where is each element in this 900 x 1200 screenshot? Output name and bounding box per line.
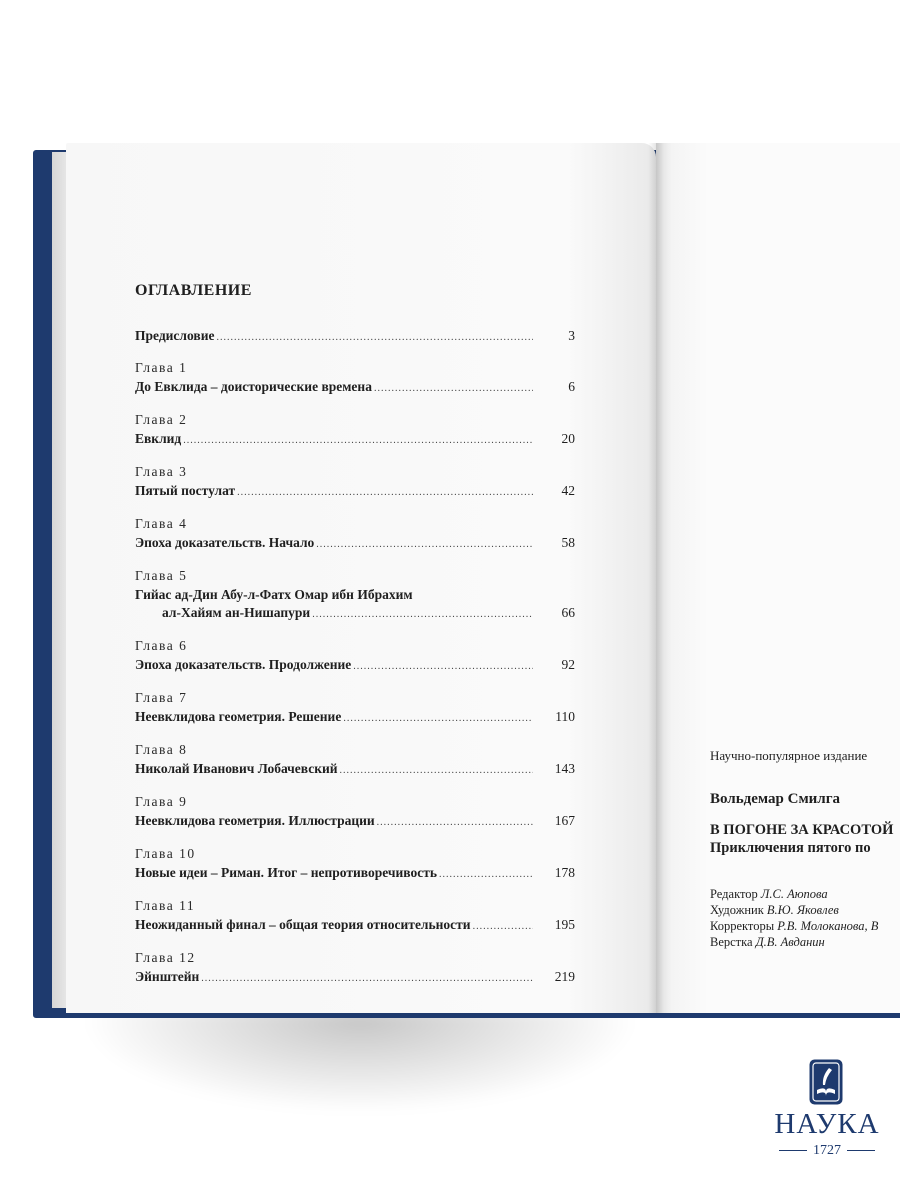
- chapter-label: Глава 2: [135, 412, 188, 427]
- chapter-label: Глава 4: [135, 516, 188, 531]
- publisher-year: 1727: [813, 1143, 841, 1158]
- toc-leader-dots: [377, 814, 533, 832]
- publisher-year-line: [772, 1143, 882, 1159]
- toc-entry-chapter-1: [135, 359, 575, 398]
- toc-leader-dots: [183, 432, 533, 450]
- chapter-label: Глава 10: [135, 846, 196, 861]
- toc-entry-page: 20: [561, 431, 575, 446]
- toc-entry-title: ал-Хайям ан-Нишапури: [162, 605, 311, 620]
- toc-entry-title: Предисловие: [135, 328, 215, 343]
- chapter-label: Глава 7: [135, 690, 188, 705]
- toc-entry-title: Неевклидова геометрия. Решение: [135, 709, 342, 724]
- toc-entry-page: 110: [555, 709, 575, 724]
- credit-person: Д.В. Авданин: [755, 935, 825, 949]
- credit-role: Редактор: [710, 887, 758, 901]
- toc-leader-dots: [439, 866, 533, 884]
- imprint-author: Вольдемар Смилга: [710, 791, 841, 807]
- chapter-label: Глава 11: [135, 898, 196, 913]
- toc-entry-page: 3: [568, 328, 575, 343]
- toc-entry-chapter-8: [135, 741, 575, 780]
- credit-person: Л.С. Аюпова: [760, 887, 828, 901]
- chapter-label: Глава 8: [135, 742, 188, 757]
- toc-entry-page: 42: [561, 483, 575, 498]
- chapter-label: Глава 5: [135, 568, 188, 583]
- toc-entry-page: 143: [554, 761, 575, 776]
- toc-leader-dots: [343, 710, 533, 728]
- toc-entry-title: Неевклидова геометрия. Иллюстрации: [135, 813, 375, 828]
- credit-person: Р.В. Молоканова, В: [777, 919, 879, 933]
- toc-entry-page: 178: [554, 865, 575, 880]
- book-quill-emblem-icon: [808, 1058, 844, 1106]
- chapter-label: Глава 12: [135, 950, 196, 965]
- toc-entry-chapter-6: [135, 637, 575, 676]
- year-rule-right: [847, 1150, 875, 1151]
- chapter-label: Глава 6: [135, 638, 188, 653]
- toc-entry-title: Евклид: [135, 431, 182, 446]
- credit-layout: [710, 934, 878, 950]
- chapter-label: Глава 1: [135, 360, 188, 375]
- imprint-genre: Научно-популярное издание: [710, 748, 868, 763]
- toc-entry-preface: [135, 327, 575, 347]
- toc-entry-chapter-4: [135, 515, 575, 554]
- toc-entry-title: Пятый постулат: [135, 483, 236, 498]
- toc-entry-chapter-7: [135, 689, 575, 728]
- toc-leader-dots: [473, 918, 533, 936]
- toc-entry-chapter-2: [135, 411, 575, 450]
- credit-role: Верстка: [710, 935, 753, 949]
- chapter-label: Глава 3: [135, 464, 188, 479]
- toc-entry-page: 195: [554, 917, 575, 932]
- imprint-subtitle: Приключения пятого по: [710, 840, 871, 856]
- toc-entry-page: 219: [554, 969, 575, 984]
- credit-role: Художник: [710, 903, 764, 917]
- credit-person: В.Ю. Яковлев: [766, 903, 839, 917]
- toc-leader-dots: [216, 329, 533, 347]
- imprint-credits: [710, 886, 878, 950]
- toc-entry-chapter-10: [135, 845, 575, 884]
- toc-entry-page: 167: [554, 813, 575, 828]
- toc-heading: ОГЛАВЛЕНИЕ: [135, 282, 252, 299]
- table-of-contents: [135, 327, 575, 1001]
- toc-entry-chapter-5: [135, 567, 575, 624]
- toc-leader-dots: [340, 762, 533, 780]
- credit-role: Корректоры: [710, 919, 775, 933]
- toc-entry-title: Эпоха доказательств. Начало: [135, 535, 315, 550]
- imprint-title: В ПОГОНЕ ЗА КРАСОТОЙ: [710, 822, 894, 838]
- toc-entry-page: 92: [561, 657, 575, 672]
- credit-editor: [710, 886, 878, 902]
- toc-leader-dots: [312, 606, 533, 624]
- toc-entry-chapter-11: [135, 897, 575, 936]
- toc-entry-page: 58: [561, 535, 575, 550]
- toc-leader-dots: [353, 658, 533, 676]
- toc-leader-dots: [374, 380, 533, 398]
- toc-entry-chapter-12: [135, 949, 575, 988]
- toc-entry-title: Новые идеи – Риман. Итог – непротиворечивость: [135, 865, 437, 880]
- toc-leader-dots: [201, 970, 533, 988]
- toc-entry-title: Неожиданный финал – общая теория относительности: [135, 917, 471, 932]
- chapter-label: Глава 9: [135, 794, 188, 809]
- toc-entry-page: 6: [568, 379, 575, 394]
- year-rule-left: [779, 1150, 807, 1151]
- right-page-content: [656, 143, 900, 1013]
- toc-entry-title: Эпоха доказательств. Продолжение: [135, 657, 352, 672]
- toc-entry-title: Эйнштейн: [135, 969, 200, 984]
- book-shadow: [60, 1010, 660, 1120]
- publisher-name: НАУКА: [774, 1108, 880, 1140]
- toc-entry-page: 66: [561, 605, 575, 620]
- credit-artist: [710, 902, 878, 918]
- toc-entry-title: До Евклида – доисторические времена: [135, 379, 372, 394]
- toc-entry-title-line1: Гийас ад-Дин Абу-л-Фатх Омар ибн Ибрахим: [135, 587, 413, 602]
- toc-entry-chapter-9: [135, 793, 575, 832]
- credit-proofreaders: [710, 918, 878, 934]
- toc-leader-dots: [237, 484, 533, 502]
- toc-entry-chapter-3: [135, 463, 575, 502]
- toc-leader-dots: [316, 536, 533, 554]
- toc-entry-title: Николай Иванович Лобачевский: [135, 761, 338, 776]
